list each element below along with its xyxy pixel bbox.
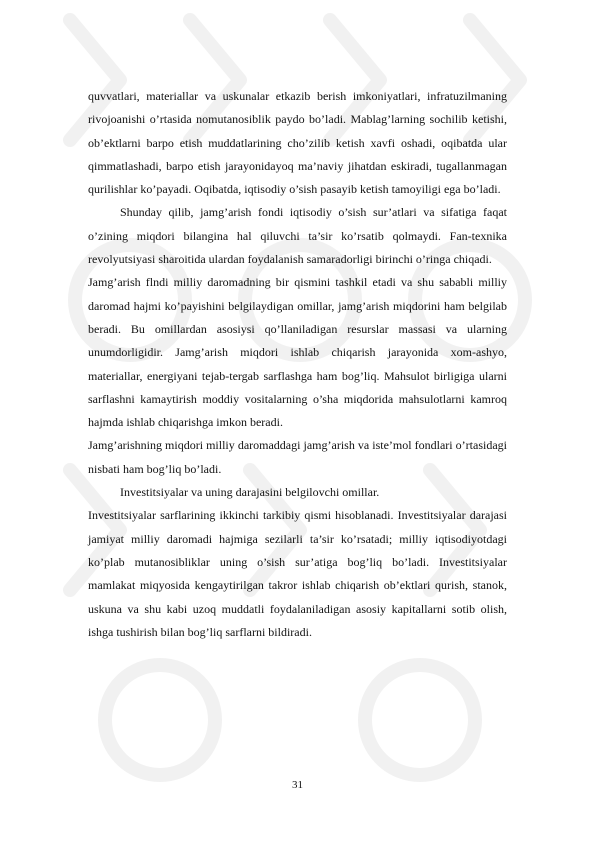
paragraph-4: Jamg’arishning miqdori milliy daromaddagi jamg’arish va iste’mol fondlari o’rtasidagi nisbati ham bog’liq bo’ladi.: [88, 438, 507, 476]
paragraph-1: quvvatlari, materiallar va uskunalar etkazib berish imkoniyatlari, infratuzilmaning rivojoanishi o’rtasida nomutanosiblik paydo bo’ladi. Mablag’larning sochilib ketishi, ob’ektlarni barpo etish muddatlarining cho’zilib ketish xavfi oshadi, oqibatda ular qimmatlashadi, barpo etish jarayonidayoq ma’naviy jihatdan eskiradi, tugallanmagan qurilishlar ko’payadi. Oqibatda, iqtisodiy o’sish pasayib ketish tamoyiligi ega bo’ladi.: [88, 89, 507, 197]
document-body: [88, 85, 507, 644]
paragraph-2: Shunday qilib, jamg’arish fondi iqtisodiy o’sish sur’atlari va sifatiga faqat o’zining miqdori bilangina hal qiluvchi ta’sir ko’rsatib qolmaydi. Fan-texnika revolyutsiyasi sharoitida ulardan foydalanish samaradorligi birinchi o’ringa chiqadi.: [88, 205, 507, 267]
paragraph-3: Jamg’arish flndi milliy daromadning bir qismini tashkil etadi va shu sababli milliy daromad hajmi ko’payishini belgilaydigan omillar, jamg’arish miqdorini ham belgilab beradi. Bu omillardan asosiysi qo’llaniladigan resurslar massasi va ularning unumdorligidir. Jamg’arish miqdori ishlab chiqarish jarayonida xom-ashyo, materiallar, energiyani tejab-tergab sarflashga ham bog’liq. Mahsulot birligiga ularni sarflashni kamaytirish moddiy vositalarning o’sha miqdorida mahsulotlarni kamroq hajmda ishlab chiqarishga imkon beradi.: [88, 275, 507, 430]
watermark-ring-5: [365, 665, 475, 775]
watermark-ring-4: [105, 665, 215, 775]
page-number: 31: [292, 779, 303, 791]
section-heading: Investitsiyalar va uning darajasini belgilovchi omillar.: [120, 485, 380, 500]
paragraph-5: Investitsiyalar sarflarining ikkinchi tarkibiy qismi hisoblanadi. Investitsiyalar darajasi jamiyat milliy daromadi hajmiga sezilarli ta’sir ko’rsatadi; milliy iqtisodiyotdagi ko’plab mutanosibliklar uning o’sish sur’atiga bog’liq bo’ladi. Investitsiyalar mamlakat miqyosida kengaytirilgan takror ishlab chiqarish ob’ektlari qurish, stanok, uskuna va shu kabi uzoq muddatli foydalaniladigan asosiy kapitallarni sotib olish, ishga tushirish bilan bog’liq sarflarni bildiradi.: [88, 508, 507, 639]
